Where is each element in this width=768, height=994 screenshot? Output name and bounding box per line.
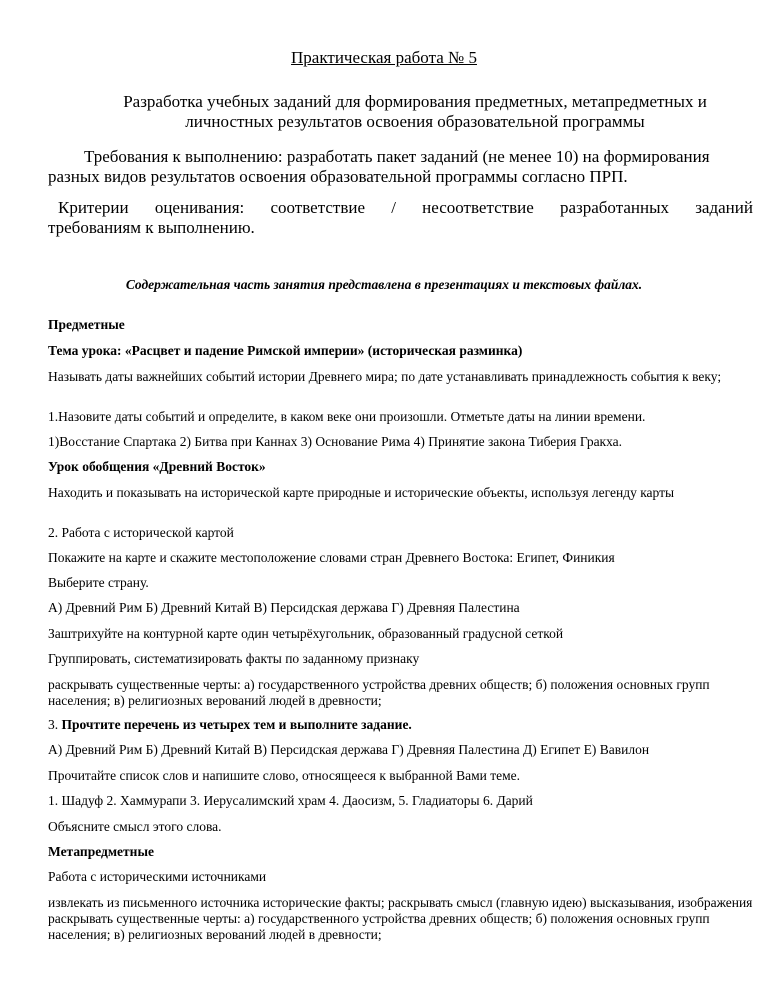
criteria-word: разработанных bbox=[559, 198, 669, 217]
paragraph: Группировать, систематизировать факты по заданному признаку bbox=[48, 651, 420, 666]
criteria-word: оценивания: bbox=[154, 198, 245, 217]
meta-heading: Метапредметные bbox=[48, 844, 154, 859]
paragraph: извлекать из письменного источника исторические факты; раскрывать смысл (главную идею) высказывания, изображения раскрывать существенные черты: а) государственного устройства древних обществ; б) положения основных групп населения; в) религиозных верований людей в древности; bbox=[48, 895, 753, 942]
paragraph: Прочитайте список слов и напишите слово, относящееся к выбранной Вами теме. bbox=[48, 768, 521, 783]
subject-heading: Предметные bbox=[48, 317, 125, 332]
paragraph: Выберите страну. bbox=[48, 575, 149, 590]
paragraph: 1. Шадуф 2. Хаммурапи 3. Иерусалимский храм 4. Даосизм, 5. Гладиаторы 6. Дарий bbox=[48, 793, 533, 808]
criteria-word: соответствие bbox=[270, 198, 365, 217]
task-3-paragraph bbox=[48, 717, 753, 733]
criteria-word: Критерии bbox=[58, 198, 129, 217]
topic-heading-east: Урок обобщения «Древний Восток» bbox=[48, 459, 266, 474]
criteria-paragraph bbox=[48, 198, 753, 238]
paragraph: раскрывать существенные черты: а) государственного устройства древних обществ; б) положения основных групп населения; в) религиозных верований людей в древности; bbox=[48, 677, 710, 708]
content-note: Содержательная часть занятия представлена в презентациях и текстовых файлах. bbox=[125, 277, 643, 292]
paragraph: Находить и показывать на исторической карте природные и исторические объекты, используя легенду карты bbox=[48, 485, 675, 500]
paragraph: Покажите на карте и скажите местоположение словами стран Древнего Востока: Египет, Финикия bbox=[48, 550, 615, 565]
topic-heading-rome: Тема урока: «Расцвет и падение Римской империи» (историческая разминка) bbox=[48, 343, 523, 358]
paragraph: Называть даты важнейших событий истории Древнего мира; по дате устанавливать принадлежность события к веку; bbox=[48, 369, 722, 384]
paragraph: Работа с историческими источниками bbox=[48, 869, 267, 884]
paragraph: 1.Назовите даты событий и определите, в каком веке они произошли. Отметьте даты на линии времени. bbox=[48, 409, 646, 424]
paragraph: 1)Восстание Спартака 2) Битва при Каннах 3) Основание Рима 4) Принятие закона Тиберия Гракха. bbox=[48, 434, 623, 449]
paragraph: А) Древний Рим Б) Древний Китай В) Персидская держава Г) Древняя Палестина bbox=[48, 600, 520, 615]
criteria-word: заданий bbox=[695, 198, 753, 217]
criteria-line-1 bbox=[48, 198, 753, 218]
document-subtitle: Разработка учебных заданий для формирования предметных, метапредметных и личностных результатов освоения образовательной программы bbox=[123, 92, 707, 131]
task-instruction: Прочтите перечень из четырех тем и выполните задание. bbox=[61, 717, 412, 732]
criteria-line-2: требованиям к выполнению. bbox=[48, 218, 255, 237]
paragraph: Объясните смысл этого слова. bbox=[48, 819, 222, 834]
task-number: 3. bbox=[48, 717, 62, 732]
criteria-word: / bbox=[391, 198, 396, 217]
document-title: Практическая работа № 5 bbox=[291, 48, 477, 67]
paragraph: 2. Работа с исторической картой bbox=[48, 525, 234, 540]
paragraph: А) Древний Рим Б) Древний Китай В) Персидская держава Г) Древняя Палестина Д) Египет Е) Вавилон bbox=[48, 742, 650, 757]
criteria-word: несоответствие bbox=[422, 198, 534, 217]
paragraph: Заштрихуйте на контурной карте один четырёхугольник, образованный градусной сеткой bbox=[48, 626, 564, 641]
requirements-paragraph: Требования к выполнению: разработать пакет заданий (не менее 10) на формирования разных видов результатов освоения образовательной программы согласно ПРП. bbox=[48, 147, 710, 186]
